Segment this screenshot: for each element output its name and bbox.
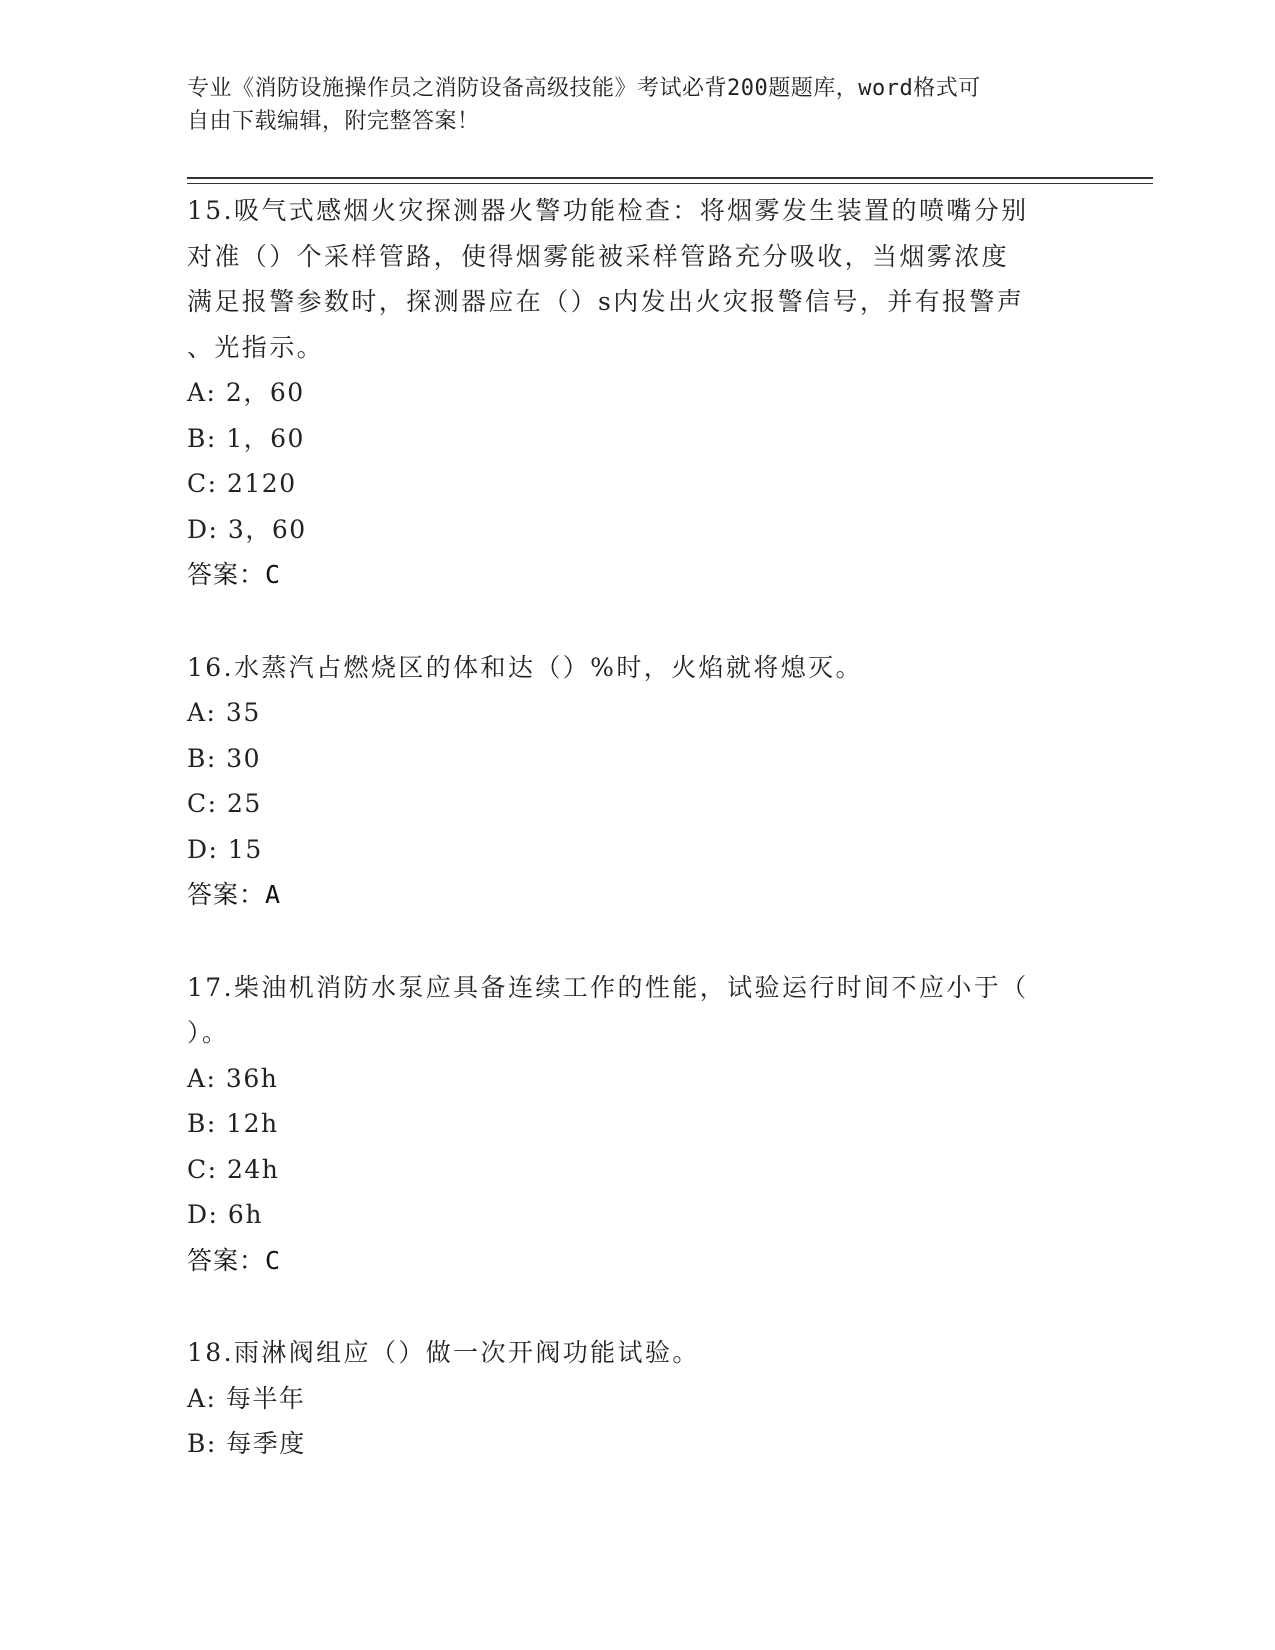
option-c: C: 24h	[187, 1154, 280, 1184]
answer-line: 答案：A	[187, 880, 282, 909]
question-text-line: 、光指示。	[187, 332, 325, 362]
option-a: A: 36h	[187, 1063, 279, 1093]
option-a: A: 35	[187, 698, 261, 727]
option-a: A: 每半年	[187, 1383, 306, 1413]
answer-line: 答案：C	[187, 560, 282, 589]
question-17	[187, 965, 1087, 1284]
question-text-line: 对准（）个采样管路，使得烟雾能被采样管路充分吸收，当烟雾浓度	[187, 241, 1010, 271]
option-b: B: 30	[187, 743, 262, 773]
question-text-line: 16.水蒸汽占燃烧区的体和达（）%时，火焰就将熄灭。	[187, 652, 863, 682]
option-c: C: 2120	[187, 469, 297, 498]
option-a: A: 2，60	[187, 378, 305, 407]
option-c: C: 25	[187, 789, 262, 818]
answer-line: 答案：C	[187, 1245, 282, 1275]
question-text-line: 15.吸气式感烟火灾探测器火警功能检查：将烟雾发生装置的喷嘴分别	[187, 196, 1029, 225]
option-b: B: 1，60	[187, 423, 305, 453]
question-16	[187, 645, 1087, 918]
header-divider-thick	[187, 177, 1153, 179]
option-b: B: 每季度	[187, 1429, 306, 1458]
question-list	[187, 188, 1087, 1514]
question-text-line: 17.柴油机消防水泵应具备连续工作的性能，试验运行时间不应小于（	[187, 972, 1029, 1002]
option-b: B: 12h	[187, 1109, 279, 1138]
question-text-line: 满足报警参数时，探测器应在（）s内发出火灾报警信号，并有报警声	[187, 287, 1025, 316]
question-text-line: 18.雨淋阀组应（）做一次开阀功能试验。	[187, 1338, 700, 1367]
document-header	[187, 72, 1067, 138]
header-divider-thin	[187, 183, 1153, 184]
option-d: D: 6h	[187, 1200, 263, 1229]
header-line-1: 专业《消防设施操作员之消防设备高级技能》考试必背200题题库，word格式可	[187, 76, 981, 101]
question-text-line: ）。	[187, 1018, 230, 1047]
question-15	[187, 188, 1087, 598]
question-18	[187, 1330, 1087, 1467]
option-d: D: 15	[187, 834, 263, 864]
header-line-2: 自由下载编辑，附完整答案！	[187, 109, 480, 134]
option-d: D: 3，60	[187, 514, 307, 544]
